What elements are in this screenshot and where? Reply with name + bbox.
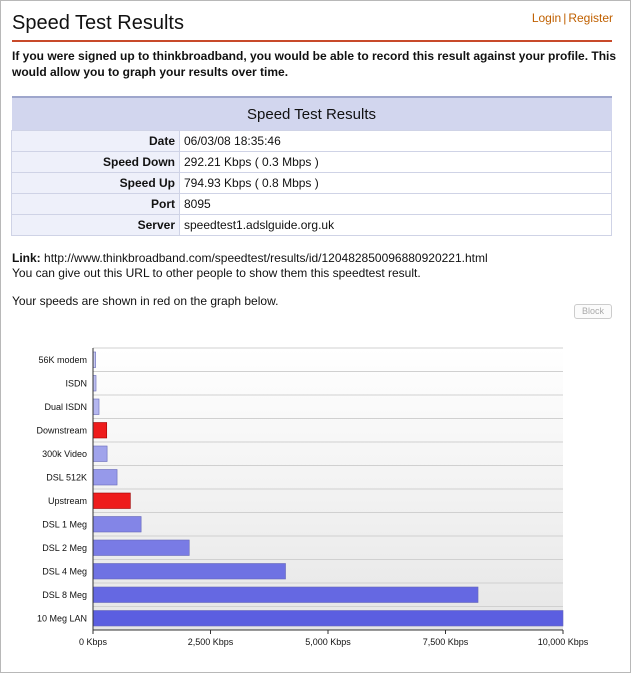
category-label: DSL 512K — [46, 472, 87, 483]
table-row — [12, 173, 612, 194]
row-label: Speed Down — [12, 152, 180, 173]
category-label: DSL 1 Meg — [42, 519, 87, 530]
bar-downstream — [93, 423, 107, 439]
row-value: 8095 — [180, 194, 612, 215]
result-link-block — [12, 251, 622, 281]
auth-separator: | — [563, 11, 567, 25]
share-note: You can give out this URL to other people to show them this speedtest result. — [12, 266, 421, 280]
x-tick-label: 10,000 Kbps — [537, 637, 589, 647]
login-link[interactable]: Login — [531, 11, 562, 25]
category-label: DSL 4 Meg — [42, 566, 87, 577]
bar-dsl-8-meg — [93, 587, 478, 603]
row-value: 06/03/08 18:35:46 — [180, 131, 612, 152]
table-row — [12, 131, 612, 152]
bar-dual-isdn — [93, 399, 99, 415]
bar-300k-video — [93, 446, 107, 462]
auth-links — [532, 11, 613, 25]
table-row — [12, 215, 612, 236]
category-label: 300k Video — [42, 448, 87, 459]
bar-upstream — [93, 493, 130, 509]
bar-dsl-1-meg — [93, 517, 141, 533]
bar-dsl-2-meg — [93, 540, 189, 556]
row-value: 794.93 Kbps ( 0.8 Mbps ) — [180, 173, 612, 194]
row-label: Server — [12, 215, 180, 236]
block-button[interactable]: Block — [574, 304, 612, 319]
register-link[interactable]: Register — [568, 11, 613, 25]
table-row — [12, 194, 612, 215]
row-label: Port — [12, 194, 180, 215]
bar-10-meg-lan — [93, 611, 563, 627]
row-value: 292.21 Kbps ( 0.3 Mbps ) — [180, 152, 612, 173]
category-label: 56K modem — [38, 354, 87, 365]
link-label: Link: — [12, 251, 41, 265]
bar-dsl-512k — [93, 470, 117, 486]
category-label: Downstream — [36, 425, 87, 436]
category-label: DSL 8 Meg — [42, 589, 87, 600]
category-label: DSL 2 Meg — [42, 542, 87, 553]
bar-dsl-4-meg — [93, 564, 286, 580]
row-value: speedtest1.adslguide.org.uk — [180, 215, 612, 236]
page-title: Speed Test Results — [12, 12, 184, 34]
table-row — [12, 152, 612, 173]
result-url[interactable]: http://www.thinkbroadband.com/speedtest/results/id/120482850096880920221.html — [44, 251, 488, 265]
results-table-title: Speed Test Results — [12, 97, 612, 131]
x-tick-label: 0 Kbps — [78, 637, 108, 647]
graph-note: Your speeds are shown in red on the graph below. — [12, 294, 279, 308]
category-label: 10 Meg LAN — [36, 613, 87, 624]
x-tick-label: 2,500 Kbps — [187, 637, 234, 647]
speed-comparison-chart — [0, 340, 631, 660]
row-label: Date — [12, 131, 180, 152]
x-tick-label: 7,500 Kbps — [422, 637, 469, 647]
row-label: Speed Up — [12, 173, 180, 194]
category-label: ISDN — [65, 378, 87, 389]
results-table — [11, 96, 612, 236]
title-divider — [12, 40, 612, 42]
x-tick-label: 5,000 Kbps — [305, 637, 351, 647]
category-label: Upstream — [47, 495, 87, 506]
category-label: Dual ISDN — [44, 401, 87, 412]
signup-notice: If you were signed up to thinkbroadband, you would be able to record this result against your profile. This would allow you to graph your results over time. — [12, 49, 617, 79]
